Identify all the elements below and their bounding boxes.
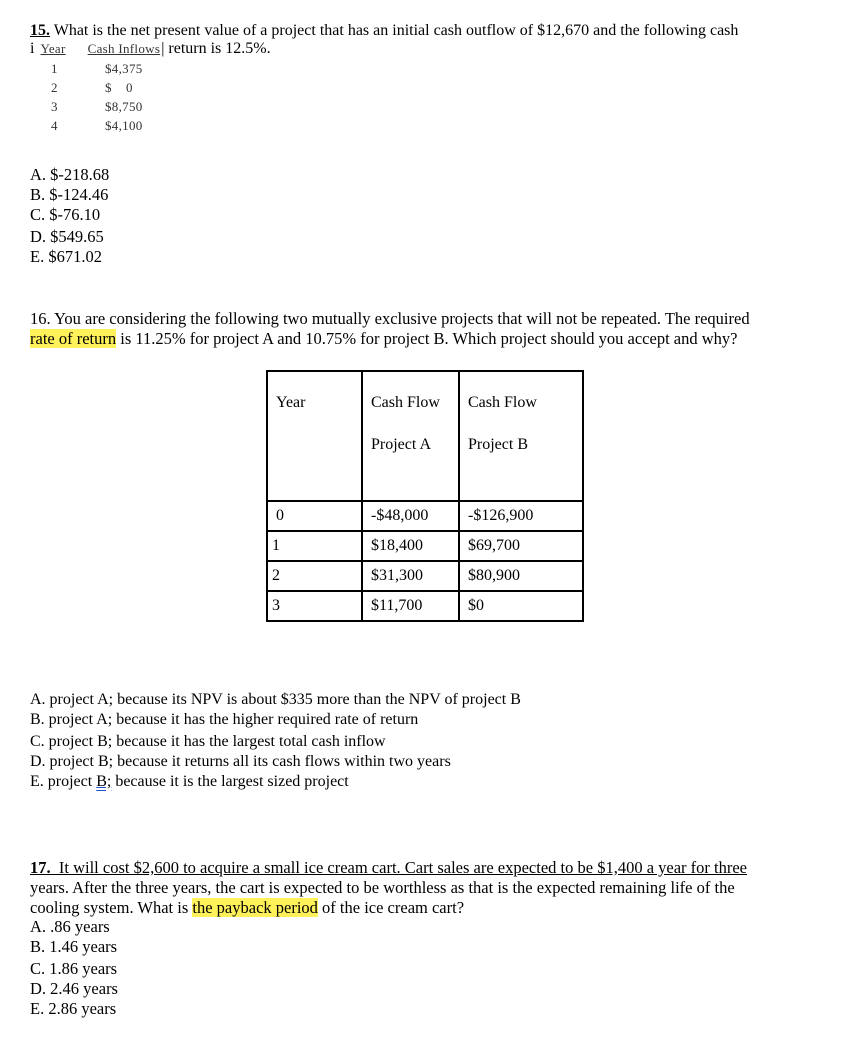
q17-highlight: the payback period xyxy=(192,898,318,917)
q16-stem-rest: is 11.25% for project A and 10.75% for project B. Which project should you accept and why? xyxy=(116,329,738,348)
q15-stem-line1 xyxy=(30,21,738,41)
q15-option-a[interactable]: A. $-218.68 xyxy=(30,165,110,184)
q17-option-e[interactable]: E. 2.86 years xyxy=(30,999,117,1018)
table-header-row xyxy=(267,371,583,501)
q15-option-c[interactable]: C. $-76.10 xyxy=(30,205,101,224)
q16-option-e-mark: B; xyxy=(96,773,112,790)
cell-year: 0 xyxy=(267,501,362,531)
q15-option-b[interactable]: B. $-124.46 xyxy=(30,185,109,204)
q15-row-cash: $4,100 xyxy=(105,118,143,133)
cell-a: $31,300 xyxy=(362,561,459,591)
q17-text-post: of the ice cream cart? xyxy=(317,898,465,917)
header-year xyxy=(267,371,362,501)
q15-row-cash: $ 0 xyxy=(105,80,133,95)
header-a-line1: Cash Flow xyxy=(371,394,440,411)
q17-stem-line3 xyxy=(30,898,464,918)
cell-a: -$48,000 xyxy=(362,501,459,531)
q17-stem-line1 xyxy=(30,858,747,878)
cell-b: -$126,900 xyxy=(459,501,583,531)
header-project-a xyxy=(362,371,459,501)
q15-row-cash: $4,375 xyxy=(105,61,143,76)
q15-option-d[interactable]: D. $549.65 xyxy=(30,227,104,246)
cell-year: 2 xyxy=(267,561,362,591)
q17-text-1: It will cost $2,600 to acquire a small ice cream cart. Cart sales are expected to be $1,400 a year for three xyxy=(50,858,748,877)
cell-year: 3 xyxy=(267,591,362,621)
q15-col-cash: Cash Inflows xyxy=(87,41,161,56)
q17-option-b[interactable]: B. 1.46 years xyxy=(30,937,118,956)
q16-stem-line1: 16. You are considering the following two mutually exclusive projects that will not be repeated. The required xyxy=(30,309,750,328)
cell-b: $80,900 xyxy=(459,561,583,591)
cell-a: $18,400 xyxy=(362,531,459,561)
q17-number: 17. xyxy=(30,858,51,877)
q17-option-d[interactable]: D. 2.46 years xyxy=(30,979,118,998)
q15-stem-text-2: | return is 12.5%. xyxy=(161,40,271,57)
q16-stem-line2 xyxy=(30,329,737,349)
q15-overlap-prefix: i xyxy=(30,40,35,57)
q16-highlight: rate of return xyxy=(30,329,117,348)
q15-row-cash: $8,750 xyxy=(105,99,143,114)
cell-b: $69,700 xyxy=(459,531,583,561)
q17-stem-line2: years. After the three years, the cart is expected to be worthless as that is the expected remaining life of the xyxy=(30,878,735,897)
table-row xyxy=(267,531,583,561)
q15-number: 15. xyxy=(30,22,50,39)
q17-option-a[interactable]: A. .86 years xyxy=(30,917,110,936)
table-row xyxy=(267,501,583,531)
q15-row-year: 1 xyxy=(51,61,58,76)
q16-option-c[interactable]: C. project B; because it has the largest total cash inflow xyxy=(30,733,386,750)
q17-text-pre: cooling system. What is xyxy=(30,898,193,917)
q15-row-year: 4 xyxy=(51,118,58,133)
q16-option-a[interactable]: A. project A; because its NPV is about $335 more than the NPV of project B xyxy=(30,691,521,708)
q16-option-e-prefix: E. project xyxy=(30,773,97,790)
header-year-label: Year xyxy=(276,394,306,411)
q16-option-e-rest: because it is the largest sized project xyxy=(111,773,349,790)
q15-stem-line2 xyxy=(30,40,271,58)
q15-option-e[interactable]: E. $671.02 xyxy=(30,247,102,266)
q16-option-d[interactable]: D. project B; because it returns all its cash flows within two years xyxy=(30,753,451,770)
header-b-line1: Cash Flow xyxy=(468,394,537,411)
q15-row-year: 2 xyxy=(51,80,58,95)
table-row xyxy=(267,561,583,591)
q17-option-c[interactable]: C. 1.86 years xyxy=(30,959,118,978)
cell-year: 1 xyxy=(267,531,362,561)
q15-col-year: Year xyxy=(40,41,66,56)
q16-option-b[interactable]: B. project A; because it has the higher required rate of return xyxy=(30,711,419,728)
cell-b: $0 xyxy=(459,591,583,621)
q15-stem-text: What is the net present value of a project that has an initial cash outflow of $12,670 and the following cash xyxy=(50,22,739,39)
table-row xyxy=(267,591,583,621)
header-b-line2: Project B xyxy=(468,436,528,453)
header-a-line2: Project A xyxy=(371,436,431,453)
q16-option-e[interactable] xyxy=(30,772,349,793)
q15-row-year: 3 xyxy=(51,99,58,114)
cash-flow-table xyxy=(266,370,584,622)
cell-a: $11,700 xyxy=(362,591,459,621)
header-project-b xyxy=(459,371,583,501)
